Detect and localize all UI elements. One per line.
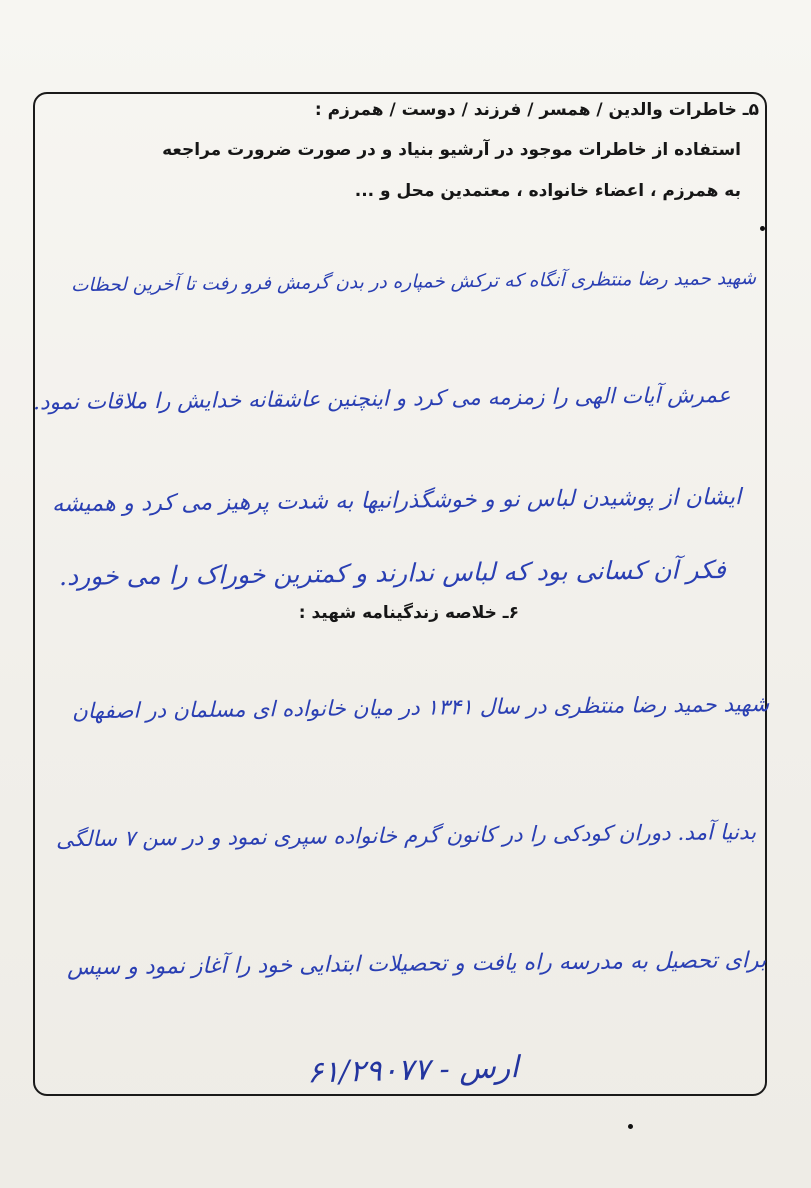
section-6-heading: ۶ـ خلاصه زندگینامه شهید : [298,603,519,623]
memory-line-1: شهید حمید رضا منتظری آنگاه که ترکش خمپاره در بدن گرمش فرو رفت تا آخرین لحظات [70,268,757,297]
reference-number: ارس - ۶۱/۲۹۰۷۷ [307,1050,520,1091]
biography-line-2: بدنیا آمد. دوران کودکی را در کانون گرم خانواده سپری نمود و در سن ۷ سالگی [55,820,757,853]
form-frame [33,92,770,1096]
end-mark-dot [760,226,765,231]
bottom-mark-dot [628,1124,633,1129]
biography-line-1: شهید حمید رضا منتظری در سال ۱۳۴۱ در میان خانواده ای مسلمان در اصفهان [71,692,770,725]
memory-line-2: عمرش آیات الهی را زمزمه می کرد و اینچنین عاشقانه خدایش را ملاقات نمود. [33,383,732,416]
memory-line-3: ایشان از پوشیدن لباس نو و خوشگذرانیها به شدت پرهیز می کرد و همیشه [51,484,742,518]
section-5-instruction-line-2: به همرزم ، اعضاء خانواده ، معتمدین محل و ... [354,181,741,201]
section-5-instruction-line-1: استفاده از خاطرات موجود در آرشیو بنیاد و در صورت ضرورت مراجعه [162,140,741,160]
biography-line-3: برای تحصیل به مدرسه راه یافت و تحصیلات ابتدایی خود را آغاز نمود و سپس [66,948,767,981]
memory-line-4: فکر آن کسانی بود که لباس ندارند و کمترین خوراک را می خورد. [58,555,727,591]
section-5-heading: ۵ـ خاطرات والدین / همسر / فرزند / دوست / همرزم : [314,100,759,120]
